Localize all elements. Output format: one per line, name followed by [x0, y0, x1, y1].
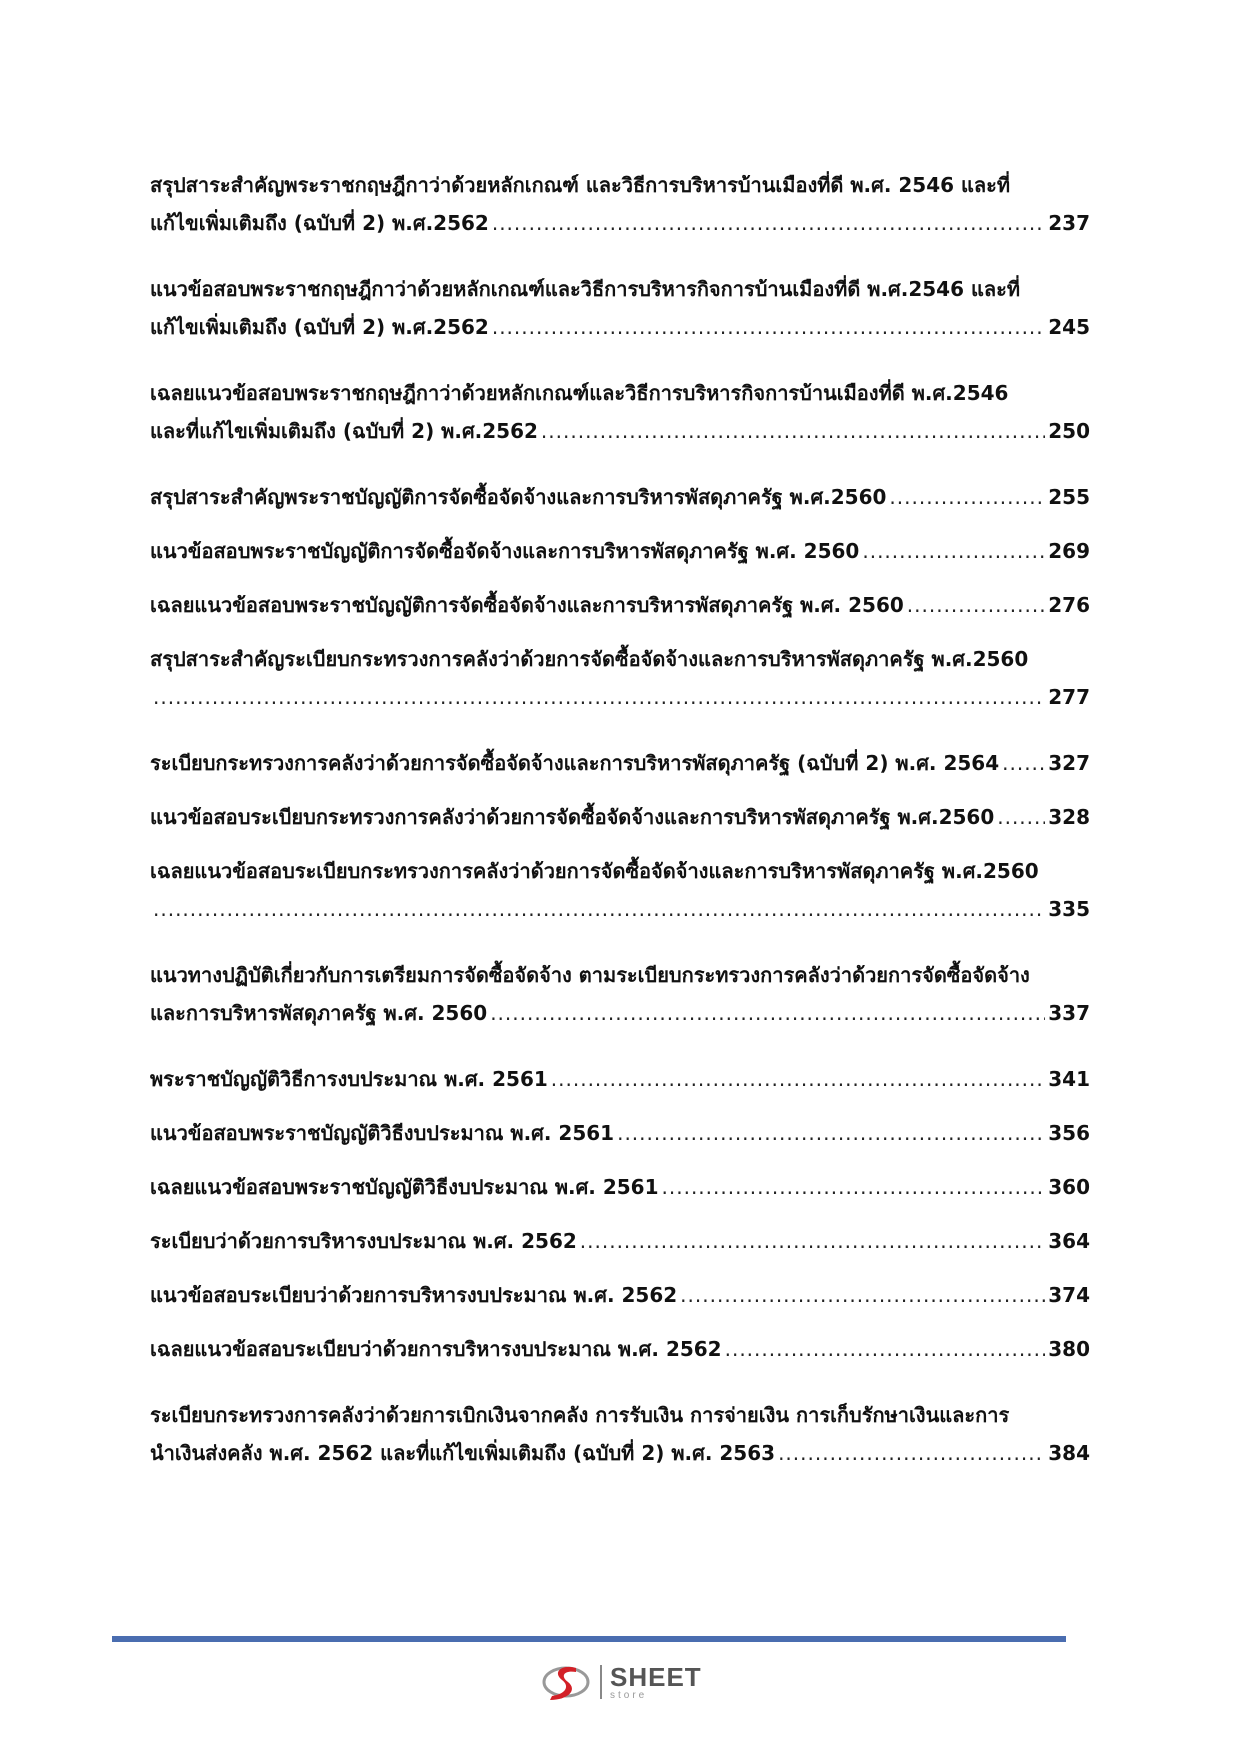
- footer-logo: [542, 1660, 702, 1704]
- toc-dot-leader: [541, 412, 1045, 450]
- toc-dot-leader: [680, 1276, 1045, 1314]
- toc-entry-leader-line: [150, 1060, 1090, 1098]
- toc-page-number: 327: [1048, 751, 1090, 775]
- toc-page-number: 269: [1048, 539, 1090, 563]
- toc-entry: [150, 1222, 1090, 1260]
- toc-entry: [150, 744, 1090, 782]
- toc-entry-title-end: นำเงินส่งคลัง พ.ศ. 2562 และที่แก้ไขเพิ่มเติมถึง (ฉบับที่ 2) พ.ศ. 2563: [150, 1441, 776, 1465]
- toc-entry-title-end: แก้ไขเพิ่มเติมถึง (ฉบับที่ 2) พ.ศ.2562: [150, 315, 489, 339]
- toc-entry-leader-line: [150, 1330, 1090, 1368]
- toc-entry-leader-line: [150, 744, 1090, 782]
- toc-dot-leader: [492, 308, 1045, 346]
- toc-dot-leader: [551, 1060, 1045, 1098]
- sheet-store-logo-icon: [542, 1660, 594, 1704]
- footer-rule: [112, 1636, 1066, 1642]
- logo-subword: store: [610, 1689, 648, 1701]
- toc-entry-leader-line: [150, 204, 1090, 242]
- toc-page-number: 337: [1048, 1001, 1090, 1025]
- toc-dot-leader: [907, 586, 1045, 624]
- toc-entry: [150, 1396, 1090, 1472]
- toc-page-number: 277: [1048, 685, 1090, 709]
- toc-entry: [150, 1276, 1090, 1314]
- toc-entry-title-end: เฉลยแนวข้อสอบระเบียบว่าด้วยการบริหารงบประมาณ พ.ศ. 2562: [150, 1337, 722, 1361]
- toc-entry-leader-line: [150, 798, 1090, 836]
- logo-separator: [600, 1665, 602, 1699]
- toc-dot-leader: [492, 204, 1045, 242]
- toc-entry-leader-line: [150, 532, 1090, 570]
- toc-dot-leader: [889, 478, 1045, 516]
- toc-entry: [150, 798, 1090, 836]
- toc-dot-leader: [153, 890, 1045, 928]
- toc-page-number: 255: [1048, 485, 1090, 509]
- toc-entry-leader-line: [150, 1434, 1090, 1472]
- toc-dot-leader: [490, 994, 1045, 1032]
- toc-dot-leader: [1002, 744, 1045, 782]
- toc-dot-leader: [617, 1114, 1045, 1152]
- toc-entry-title: เฉลยแนวข้อสอบพระราชกฤษฎีกาว่าด้วยหลักเกณฑ์และวิธีการบริหารกิจการบ้านเมืองที่ดี พ.ศ.2546: [150, 381, 1009, 405]
- toc-entry-leader-line: [150, 1276, 1090, 1314]
- toc-entry-title-end: และการบริหารพัสดุภาครัฐ พ.ศ. 2560: [150, 1001, 488, 1025]
- toc-entry-title: เฉลยแนวข้อสอบระเบียบกระทรวงการคลังว่าด้วยการจัดซื้อจัดจ้างและการบริหารพัสดุภาครัฐ พ.ศ.2560: [150, 859, 1039, 883]
- toc-entry-title: สรุปสาระสำคัญระเบียบกระทรวงการคลังว่าด้วยการจัดซื้อจัดจ้างและการบริหารพัสดุภาครัฐ พ.ศ.2560: [150, 647, 1029, 671]
- toc-entry-leader-line: [150, 308, 1090, 346]
- toc-entry-title-end: สรุปสาระสำคัญพระราชบัญญัติการจัดซื้อจัดจ้างและการบริหารพัสดุภาครัฐ พ.ศ.2560: [150, 485, 887, 509]
- toc-dot-leader: [580, 1222, 1045, 1260]
- logo-word: SHEET: [610, 1661, 702, 1692]
- toc-entry-leader-line: [150, 586, 1090, 624]
- toc-entry: [150, 478, 1090, 516]
- toc-dot-leader: [725, 1330, 1046, 1368]
- toc-dot-leader: [778, 1434, 1045, 1472]
- toc-entry: [150, 852, 1090, 928]
- toc-page-number: 328: [1048, 805, 1090, 829]
- toc-entry-title-end: และที่แก้ไขเพิ่มเติมถึง (ฉบับที่ 2) พ.ศ.2562: [150, 419, 538, 443]
- logo-text: [610, 1661, 702, 1701]
- toc-page-number: 364: [1048, 1229, 1090, 1253]
- toc-entry-title-end: แนวข้อสอบระเบียบว่าด้วยการบริหารงบประมาณ พ.ศ. 2562: [150, 1283, 678, 1307]
- toc-entry-title-end: แก้ไขเพิ่มเติมถึง (ฉบับที่ 2) พ.ศ.2562: [150, 211, 489, 235]
- toc-entry-leader-line: [150, 1222, 1090, 1260]
- toc-entry-title-end: พระราชบัญญัติวิธีการงบประมาณ พ.ศ. 2561: [150, 1067, 548, 1091]
- toc-page-number: 360: [1048, 1175, 1090, 1199]
- toc-entry: [150, 640, 1090, 716]
- toc-page-number: 374: [1048, 1283, 1090, 1307]
- toc-entry-title-end: แนวข้อสอบระเบียบกระทรวงการคลังว่าด้วยการจัดซื้อจัดจ้างและการบริหารพัสดุภาครัฐ พ.ศ.2560: [150, 805, 995, 829]
- toc-entry-leader-line: [150, 1168, 1090, 1206]
- toc-entry-title-end: ระเบียบว่าด้วยการบริหารงบประมาณ พ.ศ. 2562: [150, 1229, 577, 1253]
- toc-entry-leader-line: [150, 412, 1090, 450]
- toc-entry: [150, 532, 1090, 570]
- toc-entry-leader-line: [150, 890, 1090, 928]
- toc-entry: [150, 1330, 1090, 1368]
- toc-entry-title-end: เฉลยแนวข้อสอบพระราชบัญญัติการจัดซื้อจัดจ้างและการบริหารพัสดุภาครัฐ พ.ศ. 2560: [150, 593, 904, 617]
- toc-page-number: 384: [1048, 1441, 1090, 1465]
- toc-page-number: 250: [1048, 419, 1090, 443]
- toc-entry: [150, 1060, 1090, 1098]
- toc-page-number: 245: [1048, 315, 1090, 339]
- toc-page-number: 276: [1048, 593, 1090, 617]
- toc-entry-leader-line: [150, 678, 1090, 716]
- table-of-contents: [150, 150, 1090, 1472]
- toc-entry: [150, 270, 1090, 346]
- toc-entry-title: แนวทางปฏิบัติเกี่ยวกับการเตรียมการจัดซื้อจัดจ้าง ตามระเบียบกระทรวงการคลังว่าด้วยการจัดซื้อจัดจ้าง: [150, 963, 1030, 987]
- toc-entry-title: แนวข้อสอบพระราชกฤษฎีกาว่าด้วยหลักเกณฑ์และวิธีการบริหารกิจการบ้านเมืองที่ดี พ.ศ.2546 และที่: [150, 277, 1021, 301]
- toc-entry-title-end: ระเบียบกระทรวงการคลังว่าด้วยการจัดซื้อจัดจ้างและการบริหารพัสดุภาครัฐ (ฉบับที่ 2) พ.ศ. 2564: [150, 751, 1000, 775]
- toc-dot-leader: [862, 532, 1045, 570]
- toc-entry-title-end: แนวข้อสอบพระราชบัญญัติการจัดซื้อจัดจ้างและการบริหารพัสดุภาครัฐ พ.ศ. 2560: [150, 539, 860, 563]
- toc-entry: [150, 166, 1090, 242]
- toc-dot-leader: [662, 1168, 1046, 1206]
- toc-dot-leader: [153, 678, 1045, 716]
- toc-entry: [150, 956, 1090, 1032]
- toc-page-number: 356: [1048, 1121, 1090, 1145]
- toc-entry-title: ระเบียบกระทรวงการคลังว่าด้วยการเบิกเงินจากคลัง การรับเงิน การจ่ายเงิน การเก็บรักษาเงินและการ: [150, 1403, 1010, 1427]
- toc-entry-leader-line: [150, 1114, 1090, 1152]
- toc-entry: [150, 586, 1090, 624]
- toc-page-number: 380: [1048, 1337, 1090, 1361]
- toc-dot-leader: [997, 798, 1045, 836]
- toc-page-number: 341: [1048, 1067, 1090, 1091]
- toc-entry-title-end: เฉลยแนวข้อสอบพระราชบัญญัติวิธีงบประมาณ พ.ศ. 2561: [150, 1175, 659, 1199]
- toc-entry: [150, 1168, 1090, 1206]
- toc-entry: [150, 374, 1090, 450]
- toc-entry-title-end: แนวข้อสอบพระราชบัญญัติวิธีงบประมาณ พ.ศ. 2561: [150, 1121, 615, 1145]
- toc-entry-leader-line: [150, 478, 1090, 516]
- toc-entry-leader-line: [150, 994, 1090, 1032]
- toc-page-number: 237: [1048, 211, 1090, 235]
- toc-entry: [150, 1114, 1090, 1152]
- toc-entry-title: สรุปสาระสำคัญพระราชกฤษฎีกาว่าด้วยหลักเกณฑ์ และวิธีการบริหารบ้านเมืองที่ดี พ.ศ. 2546 และที่: [150, 173, 1011, 197]
- toc-page-number: 335: [1048, 897, 1090, 921]
